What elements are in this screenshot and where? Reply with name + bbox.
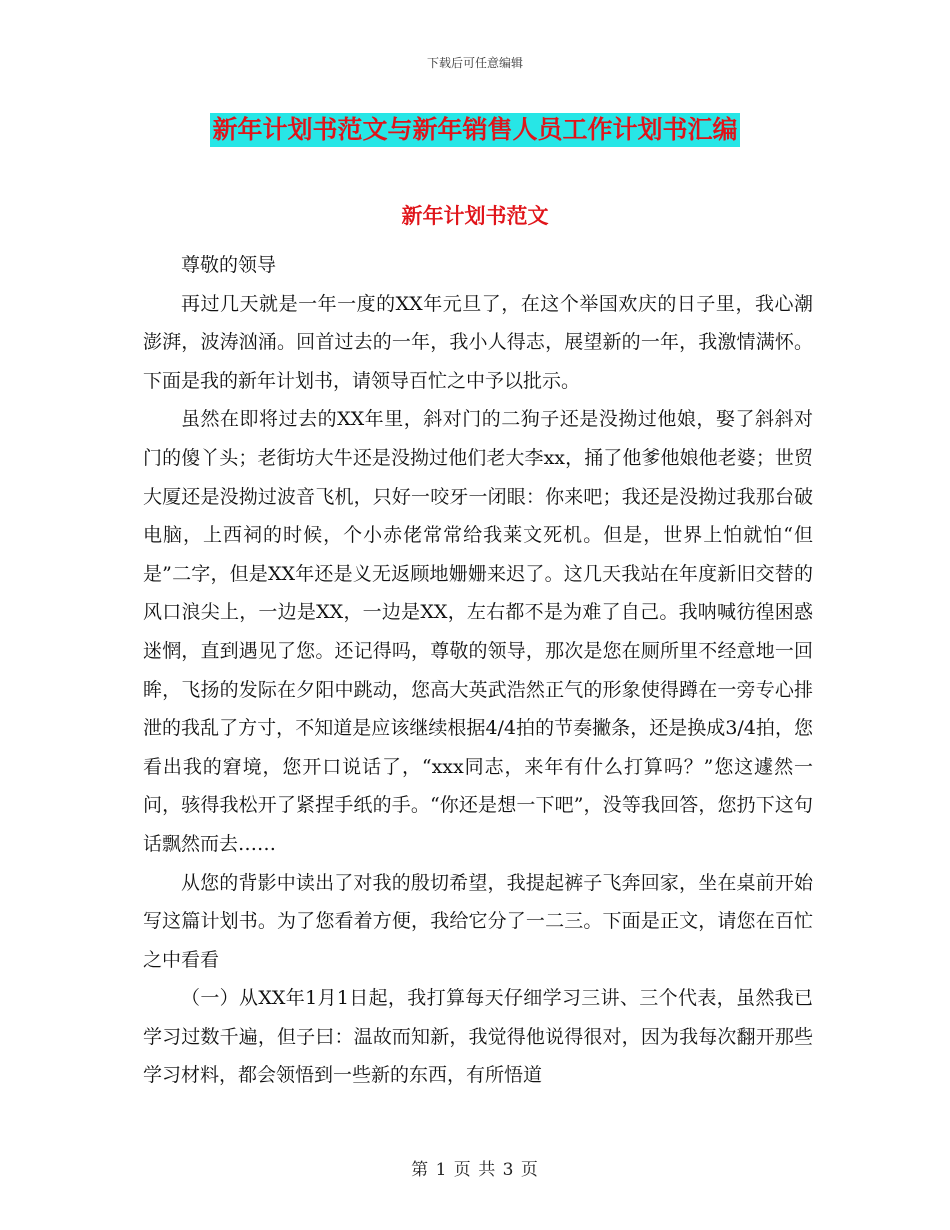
body-text	[143, 246, 813, 1095]
plan-item-paragraph: （一）从XX年1月1日起，我打算每天仔细学习三讲、三个代表，虽然我已学习过数千遍，但子曰：温故而知新，我觉得他说得很对，因为我每次翻开那些学习材料，都会领悟到一些新的东西，有所悟道	[143, 987, 813, 1087]
salutation-paragraph: 尊敬的领导	[181, 254, 277, 276]
section-title: 新年计划书范文	[401, 203, 549, 228]
page-footer: 第 1 页 共 3 页	[411, 1160, 539, 1180]
intro-paragraph: 再过几天就是一年一度的XX年元旦了，在这个举国欢庆的日子里，我心潮澎湃，波涛汹涌。回首过去的一年，我小人得志，展望新的一年，我激情满怀。下面是我的新年计划书，请领导百忙之中予以批示。	[143, 292, 813, 392]
transition-paragraph: 从您的背影中读出了对我的殷切希望，我提起裤子飞奔回家，坐在桌前开始写这篇计划书。为了您看着方便，我给它分了一二三。下面是正文，请您在百忙之中看看	[143, 871, 813, 971]
main-title-wrap	[0, 113, 950, 147]
main-title: 新年计划书范文与新年销售人员工作计划书汇编	[210, 113, 739, 147]
story-paragraph: 虽然在即将过去的XX年里，斜对门的二狗子还是没拗过他娘，娶了斜斜对门的傻丫头；老街坊大牛还是没拗过他们老大李xx，捅了他爹他娘他老婆；世贸大厦还是没拗过波音飞机，只好一咬牙一闭眼：你来吧；我还是没拗过我那台破电脑，上西祠的时候，个小赤佬常常给我莱文死机。但是，世界上怕就怕“但是”二字，但是XX年还是义无返顾地姗姗来迟了。这几天我站在年度新旧交替的风口浪尖上，一边是XX，一边是XX，左右都不是为难了自己。我呐喊彷徨困惑迷惘，直到遇见了您。还记得吗，尊敬的领导，那次是您在厕所里不经意地一回眸，飞扬的发际在夕阳中跳动，您高大英武浩然正气的形象使得蹲在一旁专心排泄的我乱了方寸，不知道是应该继续根据4/4拍的节奏撇条，还是换成3/4拍，您看出我的窘境，您开口说话了，“xxx同志，来年有什么打算吗？”您这遽然一问，骇得我松开了紧捏手纸的手。“你还是想一下吧”，没等我回答，您扔下这句话飘然而去……	[143, 408, 813, 855]
header-note: 下载后可任意编辑	[426, 56, 523, 70]
